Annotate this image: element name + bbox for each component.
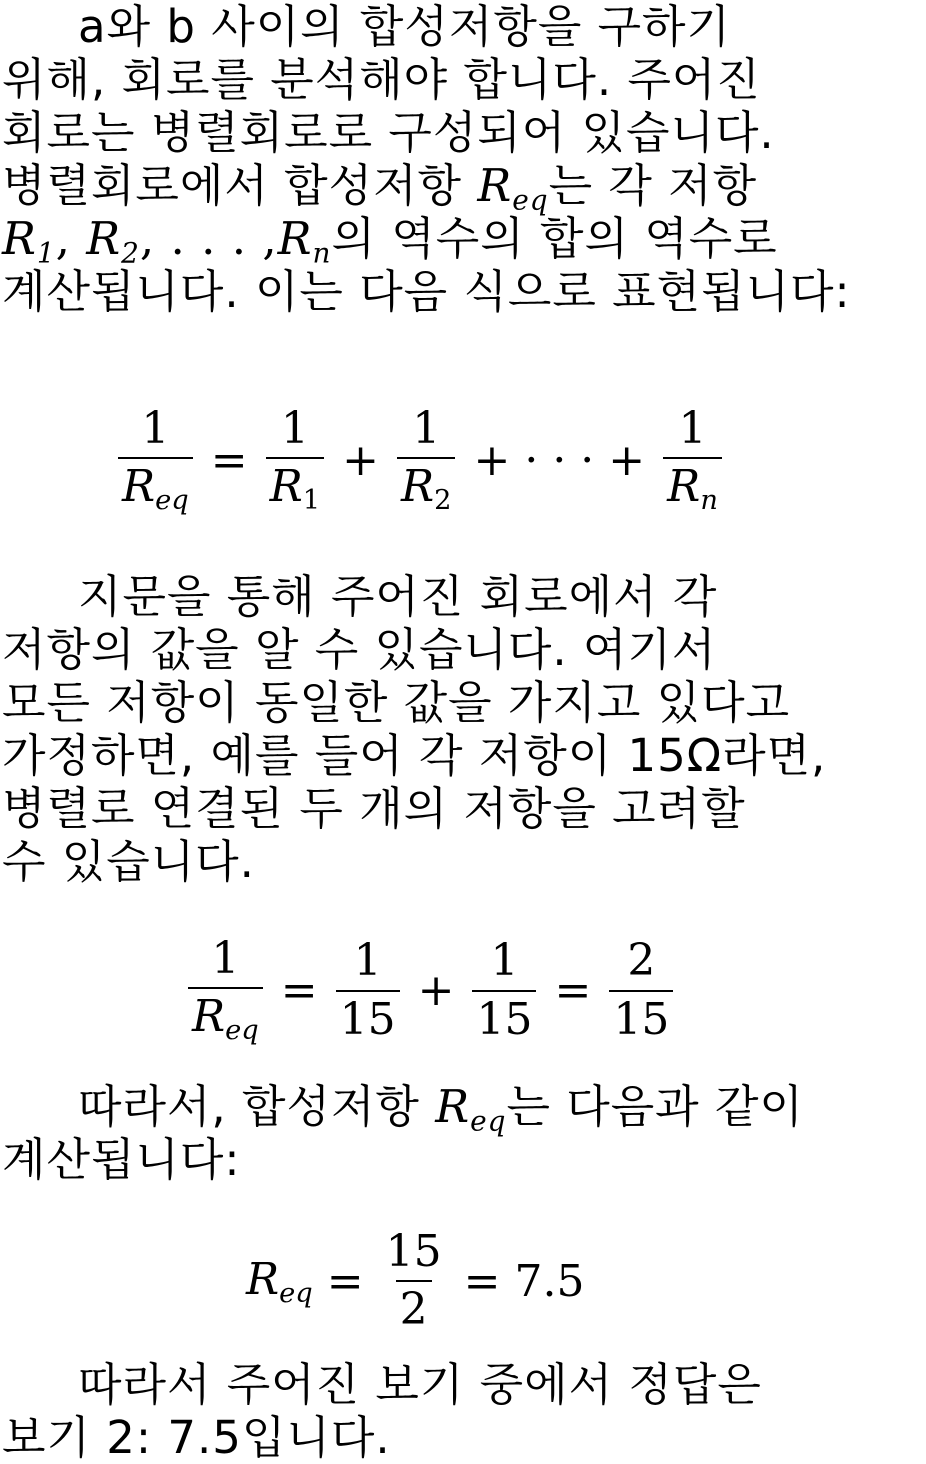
plus-sign-3: + <box>608 435 646 487</box>
answer-line-1: 따라서 주어진 보기 중에서 정답은 <box>78 1358 762 1411</box>
term-r1-sub: 1 <box>302 485 321 517</box>
assumption-line-5: 병렬로 연결된 두 개의 저항을 고려할 <box>2 782 746 835</box>
term-r1-denominator <box>266 457 325 516</box>
req-r: R <box>477 159 513 212</box>
eq3-equals-1: = <box>326 1255 364 1307</box>
term-r1-r: R <box>269 461 303 513</box>
intro-line-4-text: 병렬회로에서 합성저항 <box>2 159 478 212</box>
lhs-denominator <box>118 457 193 516</box>
req2-r: R <box>435 1080 471 1133</box>
answer-paragraph <box>2 1358 926 1464</box>
eq2-lhs-sub: eq <box>225 1015 259 1047</box>
assumption-paragraph <box>2 570 926 888</box>
assumption-line-6: 수 있습니다. <box>2 835 255 888</box>
result-formula <box>246 1228 584 1335</box>
r-list <box>2 212 332 270</box>
r2-r: R <box>86 212 122 265</box>
lhs-sub: eq <box>155 485 189 517</box>
intro-line-3: 회로는 병렬회로로 구성되어 있습니다. <box>2 106 775 159</box>
eq3-denominator: 2 <box>396 1280 432 1334</box>
term-r1-numerator: 1 <box>280 403 309 454</box>
eq3-equals-2: = <box>463 1255 501 1307</box>
intro-line-1: a와 b 사이의 합성저항을 구하기 <box>78 0 731 53</box>
term-rn-numerator: 1 <box>678 403 707 454</box>
calculation-line-1-text: 따라서, 합성저항 <box>78 1080 436 1133</box>
req-symbol <box>477 159 549 217</box>
eq2-term-2-numerator: 1 <box>490 935 519 987</box>
assumption-line-1: 지문을 통해 주어진 회로에서 각 <box>78 570 718 623</box>
lhs-numerator: 1 <box>141 403 170 454</box>
eq3-sub: eq <box>279 1277 313 1309</box>
r1-r: R <box>2 212 37 265</box>
eq2-term-2 <box>472 937 536 1044</box>
eq2-lhs-numerator: 1 <box>211 933 240 984</box>
eq2-plus: + <box>417 965 455 1017</box>
answer-line-2: 보기 2: 7.5입니다. <box>2 1411 391 1464</box>
plus-sign-2: + <box>473 435 511 487</box>
term-rn-r: R <box>667 461 701 513</box>
calculation-line-1 <box>2 1080 926 1138</box>
eq2-lhs-fraction <box>188 935 263 1047</box>
lhs-fraction <box>118 405 193 517</box>
term-r2-denominator <box>397 457 456 516</box>
req-symbol-2 <box>435 1080 507 1138</box>
r2-sub: 2 <box>121 236 140 270</box>
term-r2-r: R <box>400 461 435 513</box>
plus-sign-1: + <box>342 435 379 487</box>
term-r2-sub: 2 <box>434 485 452 517</box>
assumption-line-2: 저항의 값을 알 수 있습니다. 여기서 <box>2 623 717 676</box>
rn-r: R <box>277 212 313 265</box>
eq3-r: R <box>246 1253 280 1305</box>
r-list-sep-1: , <box>55 212 87 265</box>
intro-line-5-tail: 의 역수의 합의 역수로 <box>331 212 778 265</box>
r1-sub: 1 <box>36 236 56 270</box>
eq2-lhs-denominator <box>188 987 263 1046</box>
r-list-ellipsis: . . . , <box>170 212 278 265</box>
equals-sign: = <box>210 435 248 487</box>
eq3-result: 7.5 <box>514 1255 585 1307</box>
eq2-lhs-r: R <box>192 991 226 1043</box>
eq2-term-2-denominator: 15 <box>472 990 536 1044</box>
eq2-term-1 <box>336 937 400 1044</box>
calculation-line-2: 계산됩니다: <box>2 1133 241 1186</box>
term-r2-numerator: 1 <box>412 403 441 454</box>
ellipsis-dots: · · · <box>524 435 595 487</box>
eq3-fraction <box>382 1228 446 1335</box>
intro-line-4 <box>2 159 926 217</box>
intro-line-5 <box>2 212 926 270</box>
eq3-req <box>246 1254 313 1309</box>
parallel-formula <box>114 405 726 517</box>
assumption-line-4: 가정하면, 예를 들어 각 저항이 15Ω라면, <box>2 729 827 782</box>
rn-sub: n <box>312 236 332 270</box>
term-rn-sub: n <box>700 485 718 517</box>
calculation-paragraph <box>2 1080 926 1186</box>
eq2-term-1-numerator: 1 <box>353 935 382 987</box>
eq2-result-numerator: 2 <box>627 935 656 987</box>
term-r2 <box>397 405 456 517</box>
req-sub: eq <box>512 183 549 217</box>
intro-line-4-tail: 는 각 저항 <box>548 159 758 212</box>
term-r1 <box>266 405 325 517</box>
two-resistor-formula <box>184 935 677 1047</box>
term-rn <box>663 405 722 517</box>
intro-paragraph <box>2 0 926 318</box>
lhs-r: R <box>122 461 156 513</box>
intro-line-2: 위해, 회로를 분석해야 합니다. 주어진 <box>2 53 761 106</box>
calculation-line-1-tail: 는 다음과 같이 <box>506 1080 804 1133</box>
eq2-term-1-denominator: 15 <box>336 990 400 1044</box>
assumption-line-3: 모든 저항이 동일한 값을 가지고 있다고 <box>2 676 791 729</box>
term-rn-denominator <box>663 457 722 516</box>
eq2-equals-1: = <box>280 965 318 1017</box>
req2-sub: eq <box>470 1104 507 1138</box>
eq2-result-denominator: 15 <box>609 990 673 1044</box>
eq2-equals-2: = <box>554 965 592 1017</box>
eq2-result <box>609 937 673 1044</box>
eq3-numerator: 15 <box>385 1226 442 1277</box>
intro-line-6: 계산됩니다. 이는 다음 식으로 표현됩니다: <box>2 265 851 318</box>
r-list-sep-2: , <box>139 212 171 265</box>
